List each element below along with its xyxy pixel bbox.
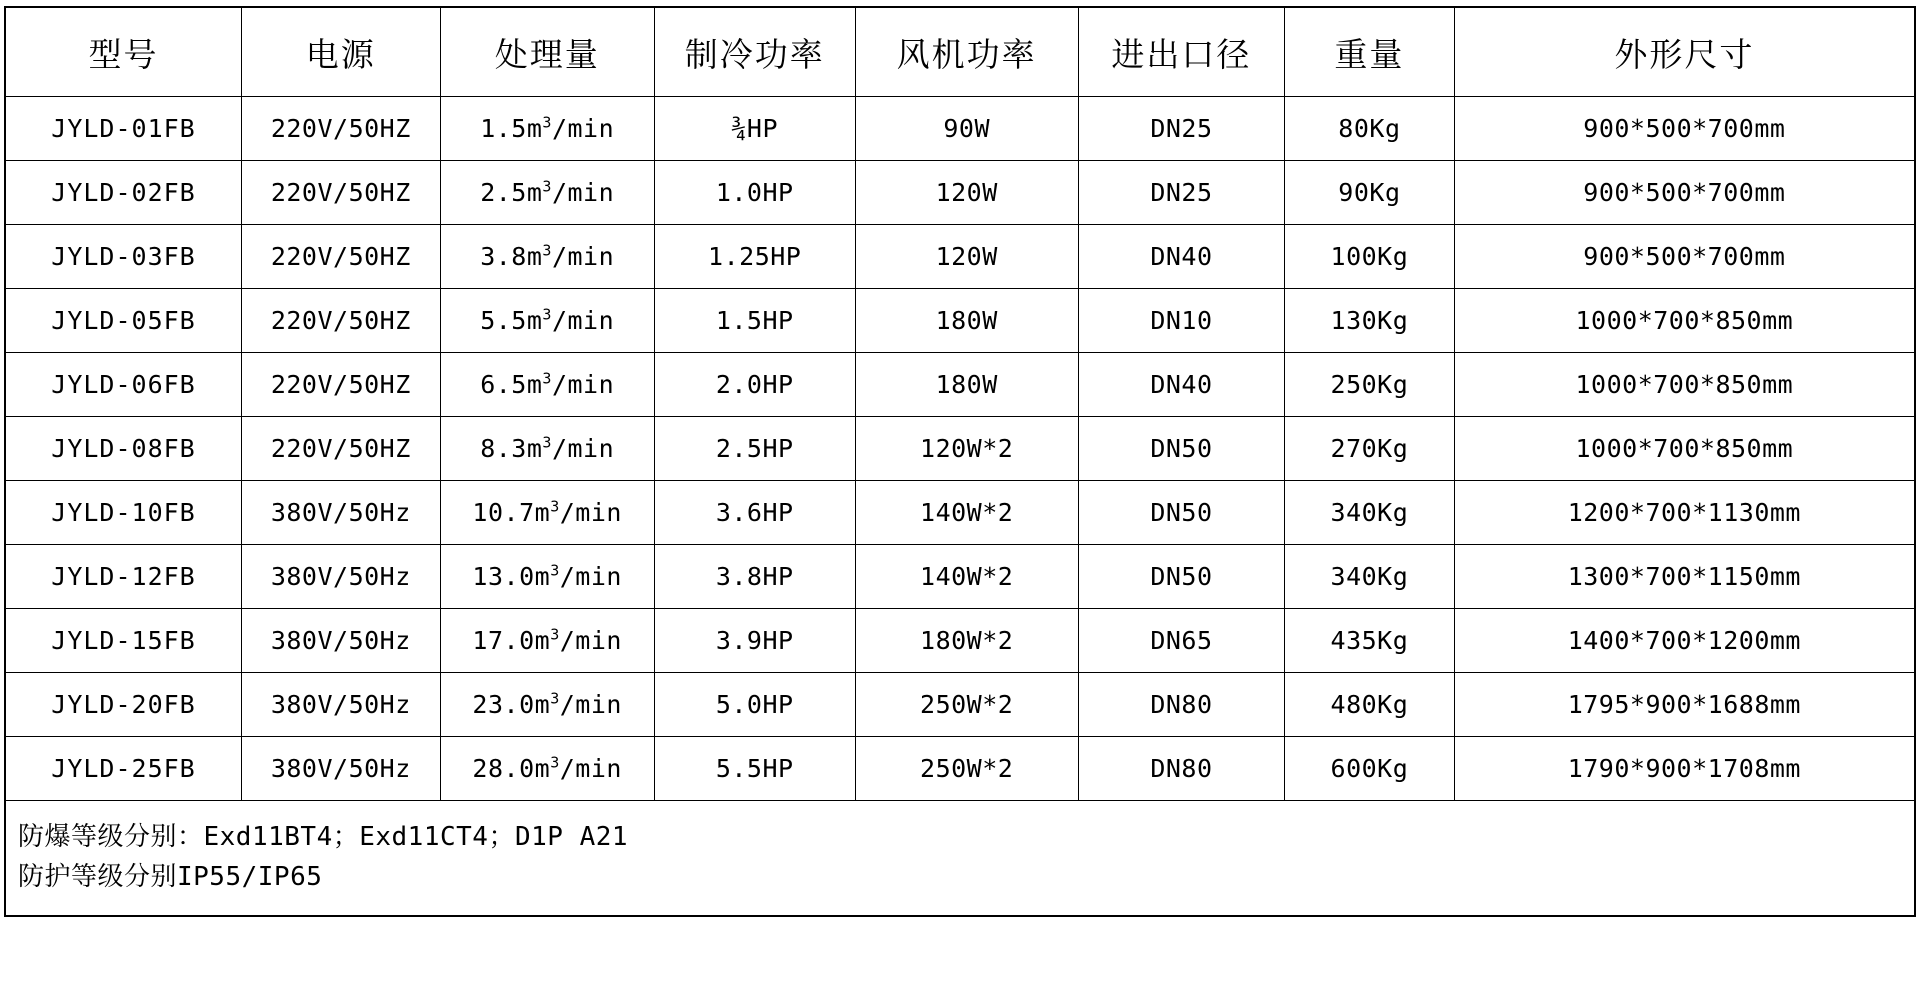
cell-dimensions: 1000*700*850mm <box>1454 289 1915 353</box>
cell-cooling-power: 1.25HP <box>654 225 855 289</box>
capacity-value: 1.5 <box>480 114 527 143</box>
cell-model: JYLD-25FB <box>5 737 242 801</box>
cell-dimensions: 900*500*700mm <box>1454 225 1915 289</box>
table-row <box>5 353 1915 417</box>
capacity-value: 8.3 <box>480 434 527 463</box>
cell-model: JYLD-20FB <box>5 673 242 737</box>
cell-fan-power: 250W*2 <box>855 673 1078 737</box>
cell-fan-power: 120W <box>855 225 1078 289</box>
cell-weight: 600Kg <box>1285 737 1455 801</box>
notes-row <box>5 801 1915 917</box>
capacity-value: 5.5 <box>480 306 527 335</box>
cell-weight: 340Kg <box>1285 481 1455 545</box>
cell-port-size: DN25 <box>1078 161 1284 225</box>
column-header-power-supply: 电源 <box>242 7 441 97</box>
cell-cooling-power: 3.8HP <box>654 545 855 609</box>
cell-port-size: DN65 <box>1078 609 1284 673</box>
cell-dimensions: 1000*700*850mm <box>1454 417 1915 481</box>
table-row <box>5 545 1915 609</box>
cell-capacity: $6.5m^3/\min$ <box>440 353 654 417</box>
table-row <box>5 609 1915 673</box>
capacity-unit: /min <box>551 434 615 463</box>
table-row <box>5 417 1915 481</box>
capacity-unit: /min <box>551 114 615 143</box>
capacity-unit: /min <box>559 562 622 591</box>
cell-weight: 100Kg <box>1285 225 1455 289</box>
cell-model: JYLD-02FB <box>5 161 242 225</box>
cell-dimensions: 1790*900*1708mm <box>1454 737 1915 801</box>
cell-weight: 130Kg <box>1285 289 1455 353</box>
cell-cooling-power: ¾HP <box>654 97 855 161</box>
cell-model: JYLD-08FB <box>5 417 242 481</box>
cell-cooling-power: 1.0HP <box>654 161 855 225</box>
cell-port-size: DN10 <box>1078 289 1284 353</box>
column-header-fan-power: 风机功率 <box>855 7 1078 97</box>
cell-capacity: $28.0m^3/\min$ <box>440 737 654 801</box>
column-header-dimensions: 外形尺寸 <box>1454 7 1915 97</box>
cell-capacity: $5.5m^3/\min$ <box>440 289 654 353</box>
capacity-value: 3.8 <box>480 242 527 271</box>
capacity-unit: /min <box>559 626 622 655</box>
cell-dimensions: 1000*700*850mm <box>1454 353 1915 417</box>
cell-fan-power: 180W <box>855 353 1078 417</box>
capacity-value: 28.0 <box>472 754 535 783</box>
cell-power-supply: 220V/50HZ <box>242 417 441 481</box>
cell-capacity: $17.0m^3/\min$ <box>440 609 654 673</box>
notes-cell <box>5 801 1915 917</box>
cell-capacity: $13.0m^3/\min$ <box>440 545 654 609</box>
cell-power-supply: 220V/50HZ <box>242 353 441 417</box>
cell-model: JYLD-12FB <box>5 545 242 609</box>
specification-table <box>4 6 1916 917</box>
capacity-value: 23.0 <box>472 690 535 719</box>
capacity-unit: /min <box>559 498 622 527</box>
cell-dimensions: 1400*700*1200mm <box>1454 609 1915 673</box>
column-header-cooling-power: 制冷功率 <box>654 7 855 97</box>
cell-capacity: $10.7m^3/\min$ <box>440 481 654 545</box>
cell-dimensions: 900*500*700mm <box>1454 97 1915 161</box>
cell-port-size: DN40 <box>1078 353 1284 417</box>
cell-fan-power: 140W*2 <box>855 545 1078 609</box>
capacity-value: 17.0 <box>472 626 535 655</box>
cell-model: JYLD-06FB <box>5 353 242 417</box>
cell-power-supply: 220V/50HZ <box>242 161 441 225</box>
column-header-weight: 重量 <box>1285 7 1455 97</box>
cell-cooling-power: 5.0HP <box>654 673 855 737</box>
capacity-unit: /min <box>559 754 622 783</box>
table-body <box>5 97 1915 801</box>
cell-power-supply: 380V/50Hz <box>242 609 441 673</box>
column-header-capacity: 处理量 <box>440 7 654 97</box>
capacity-value: 6.5 <box>480 370 527 399</box>
cell-port-size: DN50 <box>1078 545 1284 609</box>
column-header-port-size: 进出口径 <box>1078 7 1284 97</box>
cell-port-size: DN25 <box>1078 97 1284 161</box>
cell-model: JYLD-01FB <box>5 97 242 161</box>
capacity-value: 13.0 <box>472 562 535 591</box>
table-header-row <box>5 7 1915 97</box>
cell-fan-power: 140W*2 <box>855 481 1078 545</box>
cell-weight: 80Kg <box>1285 97 1455 161</box>
cell-fan-power: 180W <box>855 289 1078 353</box>
cell-power-supply: 380V/50Hz <box>242 673 441 737</box>
column-header-model: 型号 <box>5 7 242 97</box>
cell-weight: 270Kg <box>1285 417 1455 481</box>
capacity-unit: /min <box>551 370 615 399</box>
table-header <box>5 7 1915 97</box>
cell-weight: 250Kg <box>1285 353 1455 417</box>
cell-model: JYLD-15FB <box>5 609 242 673</box>
cell-fan-power: 250W*2 <box>855 737 1078 801</box>
cell-cooling-power: 1.5HP <box>654 289 855 353</box>
cell-power-supply: 220V/50HZ <box>242 225 441 289</box>
cell-port-size: DN50 <box>1078 417 1284 481</box>
cell-capacity: $1.5m^3/\min$ <box>440 97 654 161</box>
cell-power-supply: 380V/50Hz <box>242 737 441 801</box>
table-row <box>5 481 1915 545</box>
cell-power-supply: 380V/50Hz <box>242 545 441 609</box>
cell-weight: 480Kg <box>1285 673 1455 737</box>
cell-cooling-power: 2.0HP <box>654 353 855 417</box>
cell-power-supply: 220V/50HZ <box>242 97 441 161</box>
capacity-unit: /min <box>551 306 615 335</box>
note-explosion-proof-grade: 防爆等级分别：Exd11BT4；Exd11CT4；D1P A21 <box>18 821 629 852</box>
cell-cooling-power: 5.5HP <box>654 737 855 801</box>
cell-cooling-power: 2.5HP <box>654 417 855 481</box>
table-row <box>5 673 1915 737</box>
cell-capacity: $3.8m^3/\min$ <box>440 225 654 289</box>
capacity-value: 10.7 <box>472 498 535 527</box>
cell-model: JYLD-10FB <box>5 481 242 545</box>
cell-dimensions: 1200*700*1130mm <box>1454 481 1915 545</box>
cell-fan-power: 120W <box>855 161 1078 225</box>
cell-dimensions: 1795*900*1688mm <box>1454 673 1915 737</box>
cell-weight: 340Kg <box>1285 545 1455 609</box>
cell-port-size: DN40 <box>1078 225 1284 289</box>
cell-port-size: DN80 <box>1078 737 1284 801</box>
cell-power-supply: 380V/50Hz <box>242 481 441 545</box>
cell-dimensions: 900*500*700mm <box>1454 161 1915 225</box>
cell-port-size: DN80 <box>1078 673 1284 737</box>
cell-fan-power: 90W <box>855 97 1078 161</box>
cell-model: JYLD-05FB <box>5 289 242 353</box>
table-row <box>5 737 1915 801</box>
cell-capacity: $2.5m^3/\min$ <box>440 161 654 225</box>
table-footer <box>5 801 1915 917</box>
cell-cooling-power: 3.6HP <box>654 481 855 545</box>
cell-fan-power: 180W*2 <box>855 609 1078 673</box>
table-row <box>5 161 1915 225</box>
capacity-unit: /min <box>551 178 615 207</box>
cell-weight: 435Kg <box>1285 609 1455 673</box>
table-row <box>5 225 1915 289</box>
cell-power-supply: 220V/50HZ <box>242 289 441 353</box>
table-row <box>5 97 1915 161</box>
cell-dimensions: 1300*700*1150mm <box>1454 545 1915 609</box>
note-protection-grade: 防护等级分别IP55/IP65 <box>18 862 323 892</box>
capacity-value: 2.5 <box>480 178 527 207</box>
cell-port-size: DN50 <box>1078 481 1284 545</box>
table-row <box>5 289 1915 353</box>
cell-fan-power: 120W*2 <box>855 417 1078 481</box>
cell-weight: 90Kg <box>1285 161 1455 225</box>
capacity-unit: /min <box>559 690 622 719</box>
cell-model: JYLD-03FB <box>5 225 242 289</box>
cell-cooling-power: 3.9HP <box>654 609 855 673</box>
capacity-unit: /min <box>551 242 615 271</box>
cell-capacity: $8.3m^3/\min$ <box>440 417 654 481</box>
cell-capacity: $23.0m^3/\min$ <box>440 673 654 737</box>
